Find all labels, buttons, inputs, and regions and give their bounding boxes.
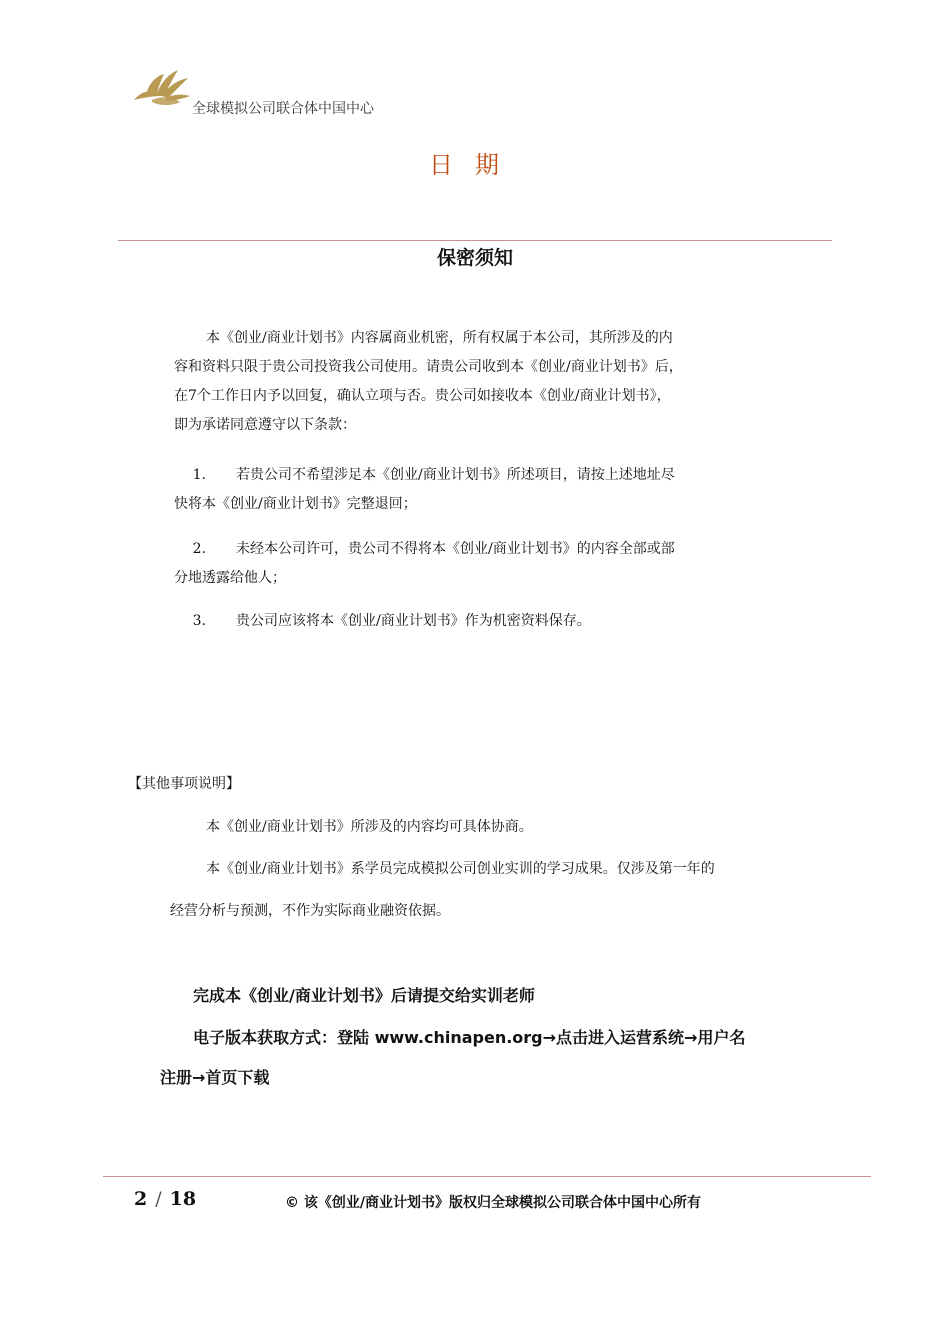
clause-number: 3. (192, 613, 206, 629)
page-total: 18 (169, 1188, 197, 1210)
clause-text: 分地透露给他人； (174, 570, 286, 586)
intro-paragraph (174, 324, 784, 440)
page-current: 2 (134, 1188, 148, 1210)
clause-text: 若贵公司不希望涉足本《创业/商业计划书》所述项目，请按上述地址尽 (236, 467, 675, 483)
other-notes-heading: 【其他事项说明】 (128, 776, 240, 792)
clause-text: 贵公司应该将本《创业/商业计划书》作为机密资料保存。 (236, 613, 591, 629)
other-notes-line: 本《创业/商业计划书》所涉及的内容均可具体协商。 (206, 819, 533, 835)
intro-line: 在7个工作日内予以回复，确认立项与否。贵公司如接收本《创业/商业计划书》， (174, 388, 671, 404)
clause-item (174, 461, 774, 519)
download-instruction: 电子版本获取方式：登陆 www.chinapen.org→点击进入运营系统→用户名 (193, 1028, 746, 1047)
lotus-logo-icon (126, 66, 192, 114)
download-instruction-cont: 注册→首页下载 (160, 1068, 270, 1087)
organization-name: 全球模拟公司联合体中国中心 (192, 101, 374, 117)
intro-line: 容和资料只限于贵公司投资我公司使用。请贵公司收到本《创业/商业计划书》后， (174, 359, 683, 375)
intro-line: 即为承诺同意遵守以下条款： (174, 417, 356, 433)
clause-text: 快将本《创业/商业计划书》完整退回； (174, 496, 417, 512)
copyright-notice: © 该《创业/商业计划书》版权归全球模拟公司联合体中国中心所有 (285, 1195, 701, 1211)
confidentiality-title: 保密须知 (436, 247, 513, 269)
clause-item (174, 535, 774, 593)
other-notes-line: 经营分析与预测，不作为实际商业融资依据。 (170, 903, 450, 919)
footer-divider (103, 1176, 871, 1177)
clause-number: 2. (192, 541, 206, 557)
intro-line: 本《创业/商业计划书》内容属商业机密，所有权属于本公司，其所涉及的内 (206, 330, 673, 346)
clause-text: 未经本公司许可，贵公司不得将本《创业/商业计划书》的内容全部或部 (236, 541, 675, 557)
clause-number: 1. (192, 467, 206, 483)
page-title: 日期 (429, 151, 521, 179)
page-separator: / (155, 1188, 162, 1210)
page-number (134, 1188, 196, 1210)
header-divider (118, 240, 832, 241)
clause-item (174, 607, 774, 636)
submit-instruction: 完成本《创业/商业计划书》后请提交给实训老师 (193, 986, 535, 1005)
other-notes-line: 本《创业/商业计划书》系学员完成模拟公司创业实训的学习成果。仅涉及第一年的 (206, 861, 715, 877)
